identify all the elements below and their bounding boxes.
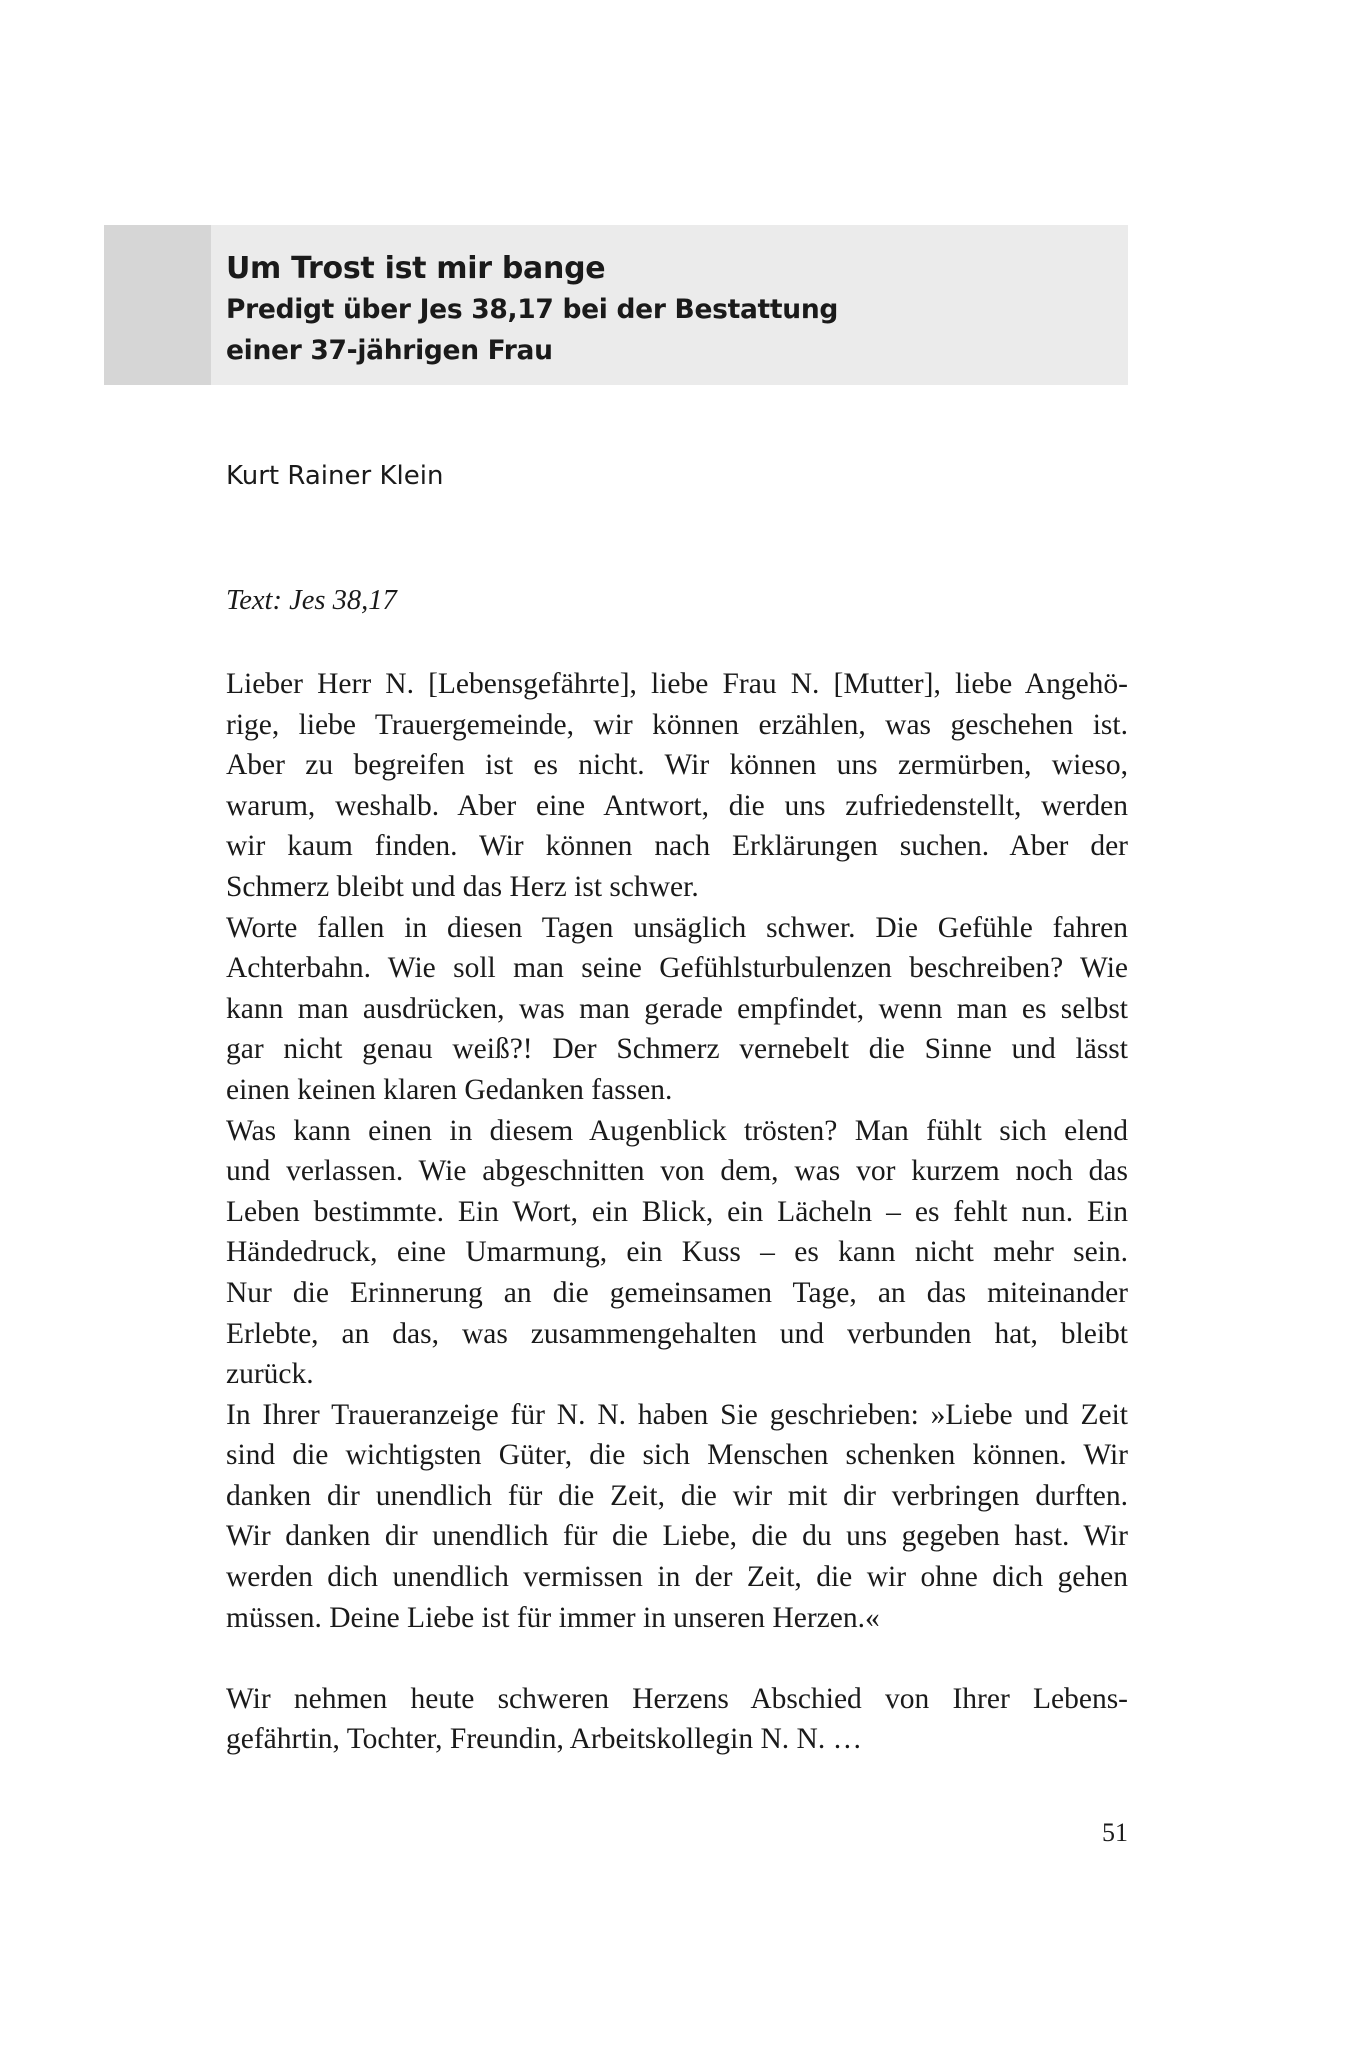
body-line: und verlassen. Wie abgeschnitten von dem, was vor kurzem noch das bbox=[226, 1155, 1128, 1188]
chapter-title: Um Trost ist mir bange bbox=[226, 251, 606, 286]
body-line: Was kann einen in diesem Augenblick trösten? Man fühlt sich elend bbox=[226, 1114, 1128, 1147]
chapter-subtitle-line-2: einer 37-jährigen Frau bbox=[226, 335, 553, 366]
body-line: warum, weshalb. Aber eine Antwort, die uns zufriedenstellt, werden bbox=[226, 789, 1128, 822]
body-line: zurück. bbox=[226, 1358, 314, 1391]
scripture-reference: Text: Jes 38,17 bbox=[226, 585, 397, 616]
body-line: Schmerz bleibt und das Herz ist schwer. bbox=[226, 870, 699, 903]
body-line: Händedruck, eine Umarmung, ein Kuss – es kann nicht mehr sein. bbox=[226, 1236, 1128, 1269]
body-line: Erlebte, an das, was zusammengehalten und verbunden hat, bleibt bbox=[226, 1317, 1128, 1350]
body-line: Achterbahn. Wie soll man seine Gefühlsturbulenzen beschreiben? Wie bbox=[226, 952, 1128, 985]
body-line: rige, liebe Trauergemeinde, wir können erzählen, was geschehen ist. bbox=[226, 708, 1128, 741]
title-accent-bar bbox=[104, 225, 211, 385]
body-line: gar nicht genau weiß?! Der Schmerz vernebelt die Sinne und lässt bbox=[226, 1033, 1128, 1066]
body-line: einen keinen klaren Gedanken fassen. bbox=[226, 1073, 673, 1106]
body-line: Wir danken dir unendlich für die Liebe, die du uns gegeben hast. Wir bbox=[226, 1520, 1128, 1553]
body-line: Aber zu begreifen ist es nicht. Wir können uns zermürben, wieso, bbox=[226, 749, 1128, 782]
chapter-title-box bbox=[104, 225, 1128, 385]
sermon-body bbox=[226, 664, 1128, 1760]
body-line: kann man ausdrücken, was man gerade empfindet, wenn man es selbst bbox=[226, 992, 1128, 1025]
chapter-heading bbox=[226, 249, 1106, 371]
body-line: sind die wichtigsten Güter, die sich Menschen schenken können. Wir bbox=[226, 1439, 1128, 1472]
body-line: Nur die Erinnerung an die gemeinsamen Tage, an das miteinander bbox=[226, 1276, 1128, 1309]
page-number: 51 bbox=[1102, 1818, 1128, 1847]
body-line: wir kaum finden. Wir können nach Erklärungen suchen. Aber der bbox=[226, 830, 1128, 863]
body-line: Worte fallen in diesen Tagen unsäglich schwer. Die Gefühle fahren bbox=[226, 911, 1128, 944]
body-line: müssen. Deine Liebe ist für immer in unseren Herzen.« bbox=[226, 1601, 880, 1634]
body-line: werden dich unendlich vermissen in der Zeit, die wir ohne dich gehen bbox=[226, 1561, 1128, 1594]
paragraph-gap bbox=[226, 1638, 1128, 1679]
body-line: In Ihrer Traueranzeige für N. N. haben Sie geschrieben: »Liebe und Zeit bbox=[226, 1398, 1128, 1431]
body-line: danken dir unendlich für die Zeit, die wir mit dir verbringen durften. bbox=[226, 1479, 1128, 1512]
body-line: Lieber Herr N. [Lebensgefährte], liebe Frau N. [Mutter], liebe Angehö- bbox=[226, 668, 1128, 700]
closing-line: Wir nehmen heute schweren Herzens Abschied von Ihrer Lebens- bbox=[226, 1682, 1128, 1715]
chapter-subtitle-line-1: Predigt über Jes 38,17 bei der Bestattung bbox=[226, 294, 839, 325]
author-name: Kurt Rainer Klein bbox=[226, 461, 444, 491]
closing-line: gefährtin, Tochter, Freundin, Arbeitskollegin N. N. … bbox=[226, 1723, 863, 1756]
body-line: Leben bestimmte. Ein Wort, ein Blick, ein Lächeln – es fehlt nun. Ein bbox=[226, 1195, 1128, 1228]
